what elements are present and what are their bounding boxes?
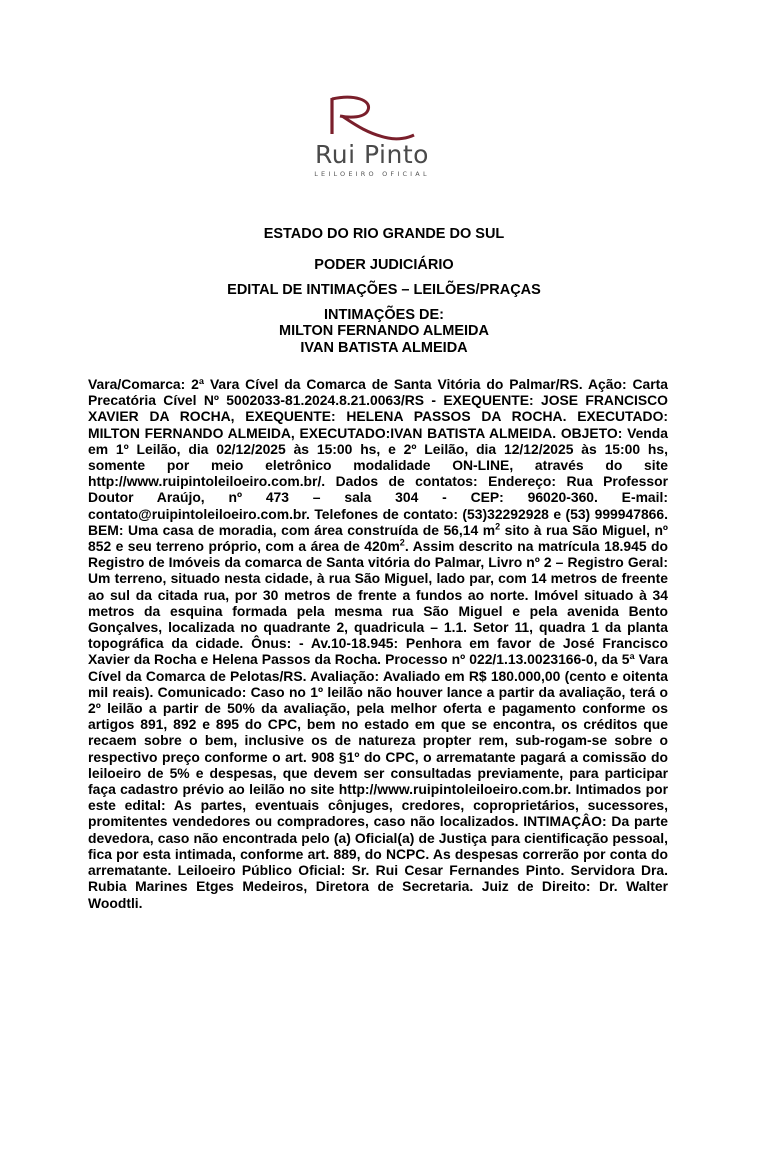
heading-judiciary: PODER JUDICIÁRIO [314,257,454,273]
heading-intimacoes: INTIMAÇÕES DE: [323,307,445,323]
rui-pinto-logo [296,94,448,186]
body-part-1: Vara/Comarca: 2ª Vara Cível da Comarca de Santa Vitória do Palmar/RS. Ação: Carta Precatória Cível Nº 5002033-81.2024.8.21.0063/RS - EXEQUENTE: JOSE FRANCISCO XAVIER DA ROCHA, EXEQUENTE: HELENA PASSOS DA ROCHA. EXECUTADO: MILTON FERNANDO ALMEIDA, EXECUTADO:IVAN BATISTA ALMEIDA. OBJETO: Venda em 1º Leilão, dia 02/12/2025 às 15:00 hs, e 2º Leilão, dia 12/12/2025 às 15:00 hs, somente por meio eletrônico modalidade ON-LINE, através do site http://www.ruipintoleiloeiro.com.br/. Dados de contatos: Endereço: Rua Professor Doutor Araújo, nº 473 – sala 304 - CEP: 96020-360. E-mail: contato@ruipintoleiloeiro.com.br. Telefones de contato: (53)32292928 e (53) 999947866. BEM: Uma casa de moradia, com área construída de 56,14 m [88,376,668,538]
r-monogram-icon [296,94,448,142]
logo-tagline: LEILOEIRO OFICIAL [314,170,430,178]
heading-name-2: IVAN BATISTA ALMEIDA [300,340,468,356]
heading-state: ESTADO DO RIO GRANDE DO SUL [263,226,505,242]
superscript-2: 2 [399,537,405,548]
body-part-3: . Assim descrito na matrícula 18.945 do Registro de Imóveis da comarca de Santa vitória do Palmar, Livro nº 2 – Registro Geral: Um terreno, situado nesta cidade, à rua São Miguel, lado par, com 14 metros de freente ao sul da citada rua, por 30 metros de frente a fundos ao norte. Imóvel situado à 34 metros da esquina formada pela mesma rua São Miguel e pela avenida Bento Gonçalves, localizada no quadrante 2, quadricula – 1.1. Setor 11, quadra 1 da planta topográfica da cidade. Ônus: - Av.10-18.945: Penhora em favor de José Francisco Xavier da Rocha e Helena Passos da Rocha. Processo nº 022/1.13.0023166-0, da 5ª Vara Cível da Comarca de Pelotas/RS. Avaliação: Avaliado em R$ 180.000,00 (cento e oitenta mil reais). Comunicado: Caso no 1º leilão não houver lance a partir da avaliação, terá o 2º leilão a partir de 50% da avaliação, pela melhor oferta e pagamento conforme os artigos 891, 892 e 895 do CPC, bem no estado em que se encontra, os créditos que recaem sobre o bem, inclusive os de natureza propter rem, sub-rogam-se sobre o respectivo preço conforme o art. 908 §1º do CPC, o arrematante pagará a comissão do leiloeiro de 5% e despesas, que devem ser consultadas previamente, para participar faça cadastro prévio ao leilão no site http://www.ruipintoleiloeiro.com.br. Intimados por este edital: As partes, eventuais cônjuges, credores, coproprietários, sucessores, promitentes vendedores ou compradores, caso não localizados. INTIMAÇÂO: Da parte devedora, caso não encontrada pelo (a) Oficial(a) de Justiça para cientificação pessoal, fica por esta intimada, conforme art. 889, do NCPC. As despesas correrão por conta do arrematante. Leiloeiro Público Oficial: Sr. Rui Cesar Fernandes Pinto. Servidora Dra. Rubia Marines Etges Medeiros, Diretora de Secretaria. Juiz de Direito: Dr. Walter Woodtli. [88,538,668,911]
heading-edital: EDITAL DE INTIMAÇÕES – LEILÕES/PRAÇAS [227,282,541,298]
heading-name-1: MILTON FERNANDO ALMEIDA [279,323,489,339]
edital-body [88,376,668,911]
body-part-2: sito à rua São Miguel, nº 852 e seu terreno próprio, com a área de 420m [88,521,669,555]
superscript-1: 2 [495,521,501,532]
logo-name: Rui Pinto [315,140,429,169]
